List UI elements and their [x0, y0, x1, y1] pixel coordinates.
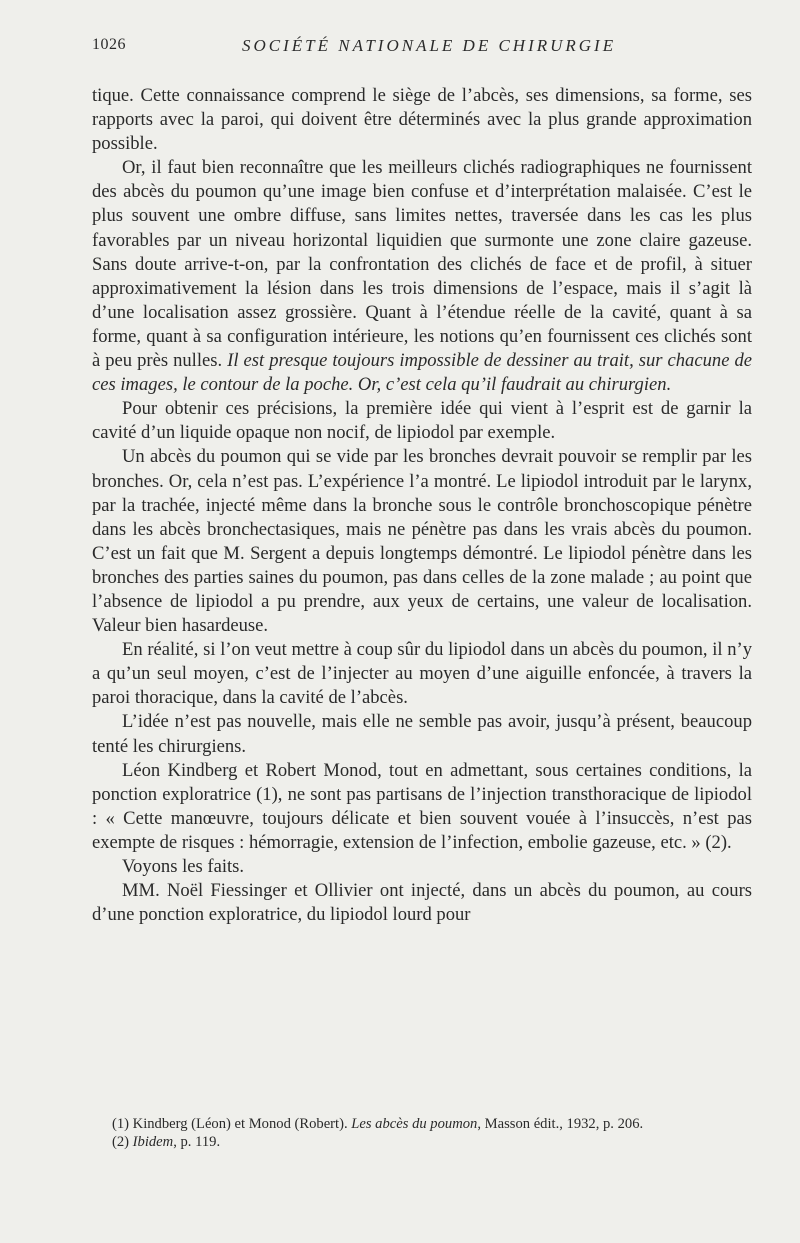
- footnote-2-page: , p. 119.: [173, 1134, 221, 1150]
- footnote-1-title: Les abcès du poumon: [351, 1116, 478, 1132]
- footnote-1-publisher: , Masson édit., 1932, p. 206.: [477, 1116, 644, 1132]
- paragraph-transthoracic: En réalité, si l’on veut mettre à coup sûr du lipiodol dans un abcès du poumon, il n’y a qu’un seul moyen, c’est de l’injecter au moyen d’une aiguille enfoncée, à travers la paroi thoracique, dans la cavité de l’abcès.: [92, 639, 752, 709]
- footnote-1-authors: (1) Kindberg (Léon) et Monod (Robert).: [112, 1116, 352, 1132]
- paragraph-lipiodol-idea: Pour obtenir ces précisions, la première idée qui vient à l’esprit est de garnir la cavité d’un liquide opaque non nocif, de lipiodol par exemple.: [92, 398, 752, 444]
- paragraph-continuation: tique. Cette connaissance comprend le siège de l’abcès, ses dimensions, sa forme, ses rapports avec la paroi, qui doivent être déterminés avec la plus grande approximation possible.: [92, 85, 752, 155]
- footnotes: [92, 1115, 752, 1151]
- paragraph-voyons: Voyons les faits.: [122, 856, 245, 877]
- paragraph-bronchial-route: Un abcès du poumon qui se vide par les bronches devrait pouvoir se remplir par les bronches. Or, cela n’est pas. L’expérience l’a montré. Le lipiodol introduit par le larynx, par la trachée, injecté même dans la bronche sous le contrôle bronchoscopique pénètre dans les abcès bronchectasiques, mais ne pénètre pas dans les vrais abcès du poumon. C’est un fait que M. Sergent a depuis longtemps démontré. Le lipiodol pénètre dans les bronches des parties saines du poumon, pas dans celles de la zone malade ; au point que l’absence de lipiodol a pu prendre, aux yeux de certains, une valeur de localisation. Valeur bien hasardeuse.: [92, 446, 752, 637]
- running-title: SOCIÉTÉ NATIONALE DE CHIRURGIE: [242, 36, 617, 55]
- footnote-2-ibidem: Ibidem: [132, 1134, 174, 1150]
- paragraph-fiessinger: MM. Noël Fiessinger et Ollivier ont injecté, dans un abcès du poumon, au cours d’une ponction exploratrice, du lipiodol lourd pour: [92, 880, 752, 926]
- paragraph-not-new: L’idée n’est pas nouvelle, mais elle ne semble pas avoir, jusqu’à présent, beaucoup tenté les chirurgiens.: [92, 711, 752, 757]
- footnote-2: [92, 1133, 752, 1151]
- footnote-1: [92, 1115, 752, 1133]
- paragraph-radiography: [92, 156, 752, 397]
- page-header: [92, 36, 752, 62]
- paragraph-radiography-text: Or, il faut bien reconnaître que les meilleurs clichés radiographiques ne fournissent des abcès du poumon qu’une image bien confuse et d’interprétation malaisée. C’est le plus souvent une ombre diffuse, sans limites nettes, traversée dans les cas les plus favorables par un niveau horizontal liquidien que surmonte une zone claire gazeuse. Sans doute arrive-t-on, par la confrontation des clichés de face et de profil, à situer approximativement la lésion dans les trois dimensions de l’espace, mais il s’agit là d’une localisation assez grossière. Quant à l’étendue réelle de la cavité, quant à sa forme, quant à sa configuration intérieure, les notions qu’en fournissent ces clichés sont à peu près nulles.: [92, 157, 752, 372]
- paragraph-kindberg-monod: Léon Kindberg et Robert Monod, tout en admettant, sous certaines conditions, la ponction exploratrice (1), ne sont pas partisans de l’injection transthoracique de lipiodol : « Cette manœuvre, toujours délicate et bien souvent vouée à l’insuccès, n’est pas exempte de risques : hémorragie, extension de l’infection, embolie gazeuse, etc. » (2).: [92, 759, 752, 853]
- paragraph-radiography-emphasis: Il est presque toujours impossible de dessiner au trait, sur chacune de ces images, le contour de la poche. Or, c’est cela qu’il faudrait au chirurgien.: [92, 350, 753, 396]
- footnote-2-number: (2): [112, 1134, 133, 1150]
- page-number: 1026: [92, 36, 126, 53]
- body-text: [92, 84, 752, 927]
